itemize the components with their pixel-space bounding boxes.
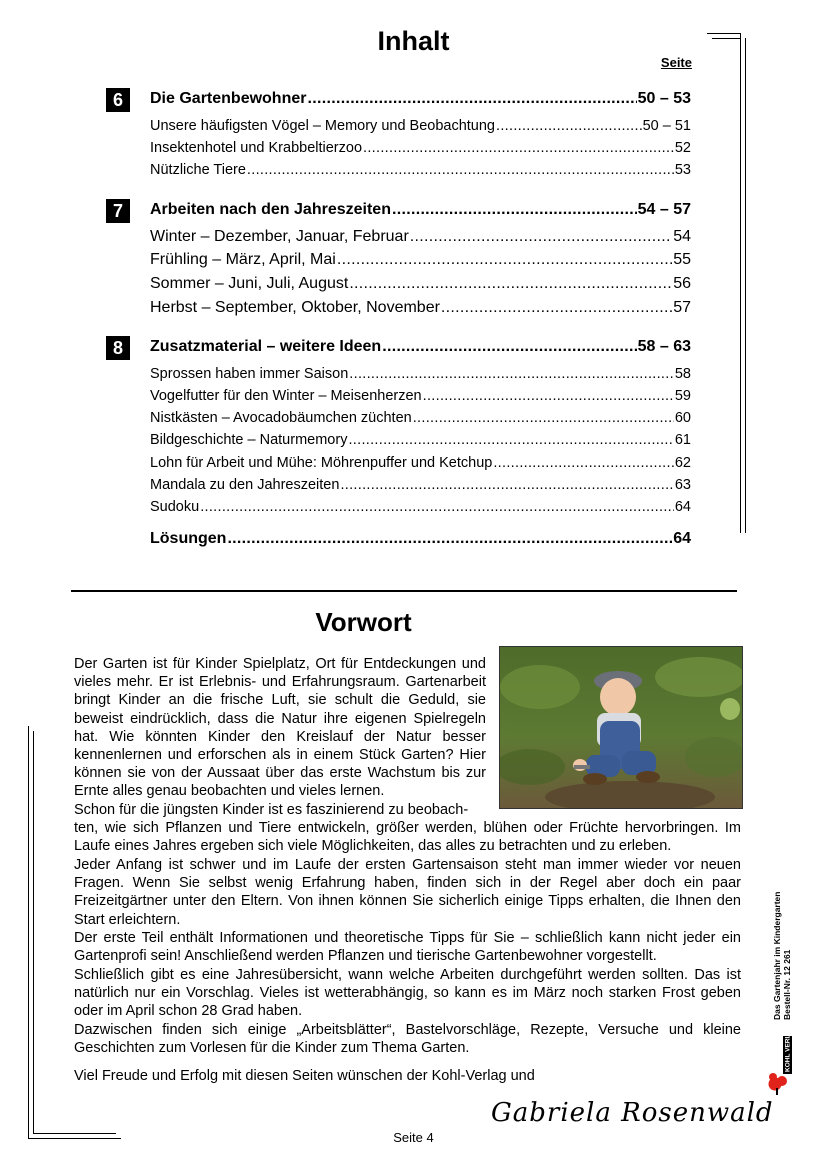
toc-item-title: Insektenhotel und Krabbeltierzoo bbox=[150, 140, 363, 156]
toc-item[interactable] bbox=[150, 410, 691, 426]
toc-item[interactable] bbox=[150, 366, 691, 382]
toc-leader bbox=[392, 201, 637, 219]
toc-item[interactable] bbox=[150, 162, 691, 178]
toc-item-page: 62 bbox=[674, 455, 691, 471]
toc-item-title: Sommer – Juni, Juli, August bbox=[150, 275, 349, 292]
toc-item-page: 53 bbox=[674, 162, 691, 178]
toc-leader bbox=[349, 366, 674, 382]
toc-item[interactable] bbox=[150, 118, 691, 134]
toc-item-title: Nützliche Tiere bbox=[150, 162, 246, 178]
toc-leader bbox=[363, 140, 674, 156]
toc-item[interactable] bbox=[150, 455, 691, 471]
toc-leader bbox=[496, 118, 642, 134]
vorwort-paragraph: Dazwischen finden sich einige „Arbeitsblätter“, Bastelvorschläge, Rezepte, Versuche und kleine Geschichten zum Vorlesen für die Kinder zum Thema Garten. bbox=[74, 1022, 741, 1057]
toc-section[interactable] bbox=[150, 90, 691, 108]
toc-leader bbox=[441, 299, 672, 317]
frame-line-left bbox=[28, 726, 29, 1138]
toc-item-page: 52 bbox=[674, 140, 691, 156]
toc-leader bbox=[307, 90, 636, 108]
side-order-number: Bestell-Nr. 12 261 bbox=[782, 949, 792, 1020]
toc-item-page: 64 bbox=[674, 499, 691, 515]
toc-item[interactable] bbox=[150, 432, 691, 448]
toc-section-pages: 54 – 57 bbox=[637, 201, 691, 218]
vorwort-paragraph: Schon für die jüngsten Kinder ist es faszinierend zu beobach- bbox=[74, 802, 469, 818]
toc-item[interactable] bbox=[150, 140, 691, 156]
toc-item[interactable] bbox=[150, 228, 691, 246]
toc-item-title: Sudoku bbox=[150, 499, 200, 515]
toc-section-pages: 58 – 63 bbox=[637, 338, 691, 355]
author-signature: Gabriela Rosenwald bbox=[491, 1098, 774, 1128]
frame-line-right-inner bbox=[745, 38, 746, 533]
toc-item-title: Mandala zu den Jahreszeiten bbox=[150, 477, 340, 493]
toc-section-pages: 50 – 53 bbox=[637, 90, 691, 107]
toc-section-title: Arbeiten nach den Jahreszeiten bbox=[150, 201, 391, 218]
section-number-badge: 8 bbox=[106, 336, 130, 360]
toc-item[interactable] bbox=[150, 275, 691, 293]
toc-item-page: 56 bbox=[673, 275, 691, 292]
seite-label: Seite bbox=[660, 55, 692, 70]
kohl-verlag-logo bbox=[766, 1036, 792, 1096]
toc-item-title: Unsere häufigsten Vögel – Memory und Beobachtung bbox=[150, 118, 495, 134]
toc-item[interactable] bbox=[150, 299, 691, 317]
toc-item[interactable] bbox=[150, 388, 691, 404]
section-divider bbox=[71, 590, 737, 592]
toc-item-page: 59 bbox=[674, 388, 691, 404]
vorwort-paragraph: Schließlich gibt es eine Jahresübersicht, wann welche Arbeiten durchgeführt werden sollten. Das ist natürlich nur ein Vorschlag. Vieles ist wetterabhängig, so kann es im März noch starken Frost geben oder im April schon 28 Grad haben. bbox=[74, 967, 741, 1020]
toc-item-title: Frühling – März, April, Mai bbox=[150, 251, 336, 268]
toc-leader bbox=[200, 499, 674, 515]
toc-item-title: Nistkästen – Avocadobäumchen züchten bbox=[150, 410, 412, 426]
toc-section-title: Zusatzmaterial – weitere Ideen bbox=[150, 338, 382, 355]
toc-solutions-title: Lösungen bbox=[150, 530, 227, 547]
toc-section[interactable] bbox=[150, 338, 691, 356]
toc-solutions-page: 64 bbox=[673, 530, 691, 547]
toc-item-page: 63 bbox=[674, 477, 691, 493]
toc-item[interactable] bbox=[150, 251, 691, 269]
toc-item-page: 60 bbox=[674, 410, 691, 426]
publisher-name: KOHL VERLAG bbox=[784, 1036, 792, 1072]
toc-leader bbox=[348, 432, 673, 448]
toc-item-title: Lohn für Arbeit und Mühe: Möhrenpuffer und Ketchup bbox=[150, 455, 493, 471]
toc-item-page: 57 bbox=[673, 299, 691, 316]
toc-item-page: 50 – 51 bbox=[642, 118, 691, 134]
vorwort-paragraph: Der Garten ist für Kinder Spielplatz, Ort für Entdeckungen und vieles mehr. Er ist Erlebnis- und Erfahrungsraum. Gartenarbeit bringt Kinder an die frische Luft, sie schult die Geduld, sie beweist eindrücklich, dass die Natur ihre eigenen Spielregeln hat. Wie könnten Kinder den Kreislauf der Natur besser kennenlernen und erforschen als in einem Stück Garten? Hier können sie von der Aussaat über das erste Wachstum bis zur Ernte alles genau beobachten und vieles lernen. bbox=[74, 656, 486, 800]
toc-leader bbox=[247, 162, 674, 178]
side-book-info bbox=[772, 892, 792, 1020]
toc-solutions[interactable] bbox=[150, 530, 691, 548]
toc-item-page: 58 bbox=[674, 366, 691, 382]
toc-item-title: Winter – Dezember, Januar, Februar bbox=[150, 228, 409, 245]
toc-item-title: Herbst – September, Oktober, November bbox=[150, 299, 440, 316]
toc-leader bbox=[382, 338, 636, 356]
toc-item-page: 54 bbox=[673, 228, 691, 245]
vorwort-closing: Viel Freude und Erfolg mit diesen Seiten wünschen der Kohl-Verlag und bbox=[74, 1068, 535, 1084]
toc-item-title: Sprossen haben immer Saison bbox=[150, 366, 349, 382]
vorwort-paragraph: Der erste Teil enthält Informationen und theoretische Tipps für Sie – schließlich kann nicht jeder ein Gartenprofi sein! Anschließend werden Pflanzen und tierische Gartenbewohner vorgestellt. bbox=[74, 930, 741, 965]
toc-leader bbox=[227, 530, 672, 548]
child-gardening-photo bbox=[499, 646, 743, 809]
section-number-badge: 7 bbox=[106, 199, 130, 223]
toc-leader bbox=[340, 477, 673, 493]
toc-leader bbox=[337, 251, 672, 269]
vorwort-paragraph: Jeder Anfang ist schwer und im Laufe der ersten Gartensaison steht man immer wieder vor neuen Fragen. Wenn Sie selbst wenig Erfahrung haben, finden sich in der Regel aber doch ein paar Freizeitgärtner unter den Eltern. Von ihnen können Sie sicherlich einige Tipps erhalten, die Ihnen den Start erleichtern. bbox=[74, 857, 741, 928]
section-number-badge: 6 bbox=[106, 88, 130, 112]
toc-leader bbox=[493, 455, 674, 471]
page-number: Seite 4 bbox=[393, 1130, 434, 1145]
toc-item-title: Vogelfutter für den Winter – Meisenherzen bbox=[150, 388, 422, 404]
frame-line-left-inner bbox=[33, 731, 34, 1133]
toc-item[interactable] bbox=[150, 477, 691, 493]
vorwort-title: Vorwort bbox=[315, 607, 412, 637]
toc-leader bbox=[349, 275, 672, 293]
toc-item-title: Bildgeschichte – Naturmemory bbox=[150, 432, 348, 448]
toc-leader bbox=[413, 410, 674, 426]
vorwort-paragraph: ten, wie sich Pflanzen und Tiere entwickeln, größer werden, blühen oder Früchte hervorbringen. Im Laufe eines Jahres ergeben sich viele Möglichkeiten, das alles zu betrachten und zu erleben. bbox=[74, 820, 741, 855]
toc-section[interactable] bbox=[150, 201, 691, 219]
toc-section-title: Die Gartenbewohner bbox=[150, 90, 307, 107]
toc-title: Inhalt bbox=[377, 26, 450, 56]
frame-line-right bbox=[740, 33, 741, 533]
side-book-title: Das Gartenjahr im Kindergarten bbox=[772, 891, 782, 1020]
toc-leader bbox=[423, 388, 674, 404]
toc-item-page: 55 bbox=[673, 251, 691, 268]
toc-item-page: 61 bbox=[674, 432, 691, 448]
toc-leader bbox=[410, 228, 672, 246]
toc-item[interactable] bbox=[150, 499, 691, 515]
